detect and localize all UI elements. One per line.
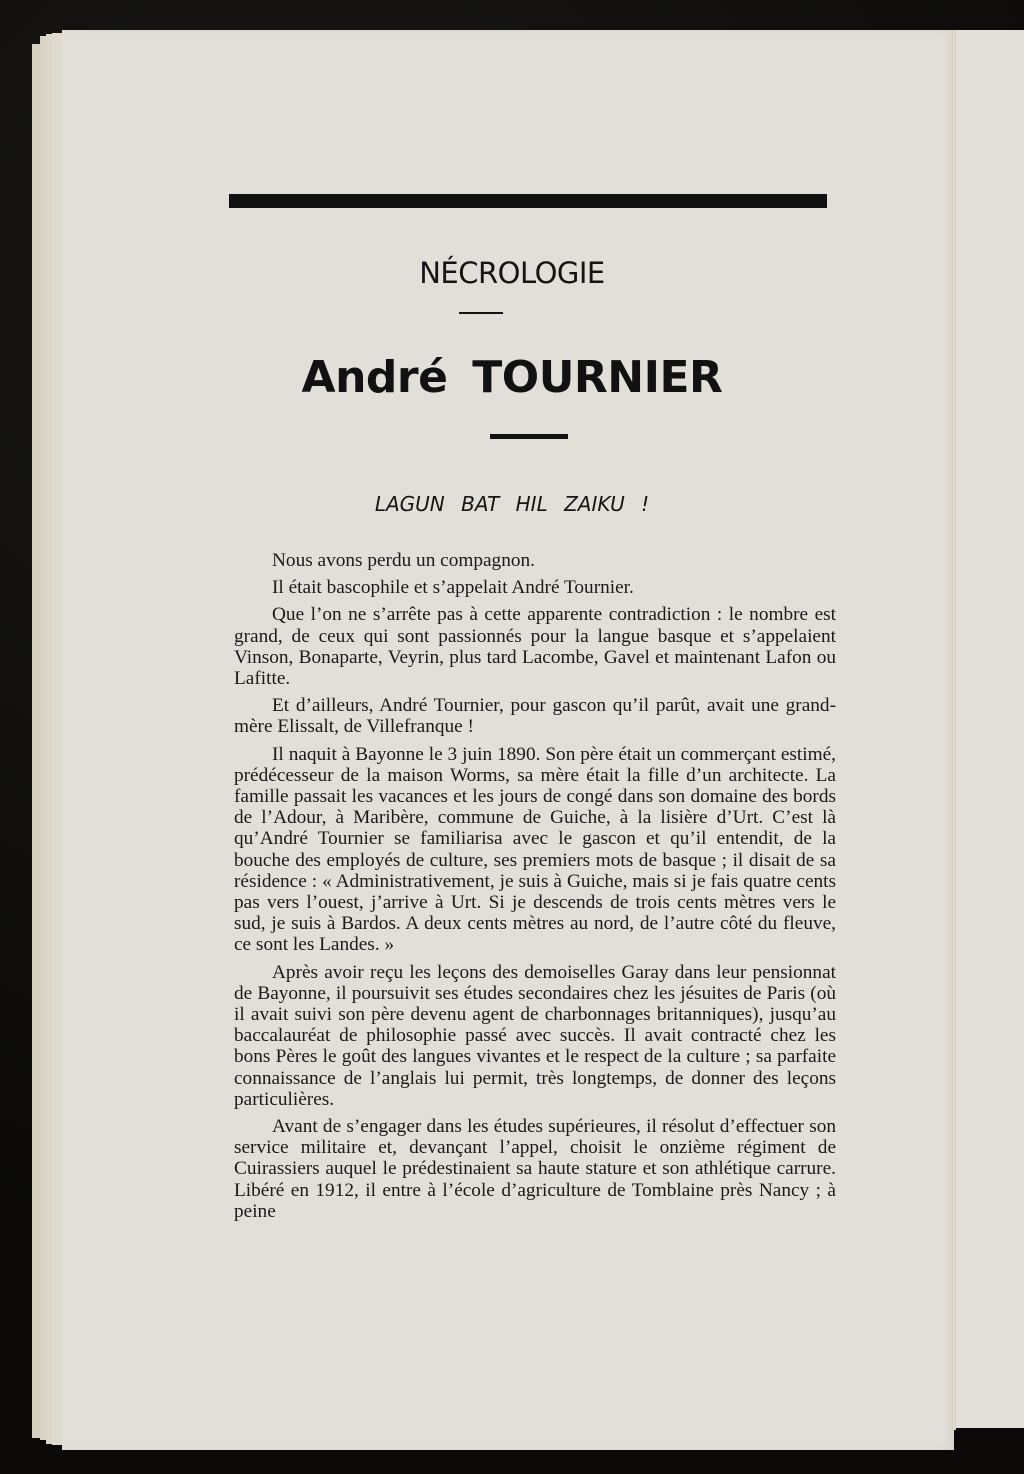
paragraph: Nous avons perdu un compagnon. — [272, 550, 535, 571]
header-rule — [229, 194, 827, 208]
article-body — [234, 550, 836, 1228]
section-title: NÉCROLOGIE — [419, 256, 605, 290]
subtitle: LAGUN BAT HIL ZAIKU ! — [374, 492, 650, 516]
paragraph: Après avoir reçu les leçons des demoiselles Garay dans leur pensionnat de Bayonne, il poursuivit ses études secondaires chez les jésuites de Paris (où il avait suivi son père devenu agent de charbonnages britanniques), jusqu’au baccalauréat de philosophie passé avec succès. Il avait contracté chez les bons Pères le goût des langues vivantes et le respect de la culture ; sa parfaite connaissance de l’anglais lui permit, très longtemps, de donner des leçons particulières. — [234, 961, 836, 1110]
facing-page-edge — [956, 30, 1024, 1428]
title-divider — [459, 312, 503, 314]
paragraph: Et d’ailleurs, André Tournier, pour gascon qu’il parût, avait une grand-mère Elissalt, de Villefranque ! — [234, 695, 836, 738]
paragraph: Avant de s’engager dans les études supérieures, il résolut d’effectuer son service militaire et, devançant l’appel, choisit le onzième régiment de Cuirassiers auquel le prédestinaient sa haute stature et son athlétique carrure. Libéré en 1912, il entre à l’école d’agriculture de Tomblaine près Nancy ; à peine — [234, 1116, 836, 1222]
paragraph: Que l’on ne s’arrête pas à cette apparente contradiction : le nombre est grand, de ceux qui sont passionnés pour la langue basque et s’appelaient Vinson, Bonaparte, Veyrin, plus tard Lacombe, Gavel et maintenant Lafon ou Lafitte. — [234, 604, 836, 690]
paragraph: Il était bascophile et s’appelait André Tournier. — [272, 577, 634, 599]
obituary-name: André TOURNIER — [301, 352, 723, 403]
paragraph: Il naquit à Bayonne le 3 juin 1890. Son père était un commerçant estimé, prédécesseur de la maison Worms, sa mère était la fille d’un architecte. La famille passait les vacances et les jours de congé dans son domaine des bords de l’Adour, à Maribère, commune de Guiche, à la lisière d’Urt. C’est là qu’André Tournier se familiarisa avec le gascon et qu’il entendit, de la bouche des employés de culture, ses premiers mots de basque ; il disait de sa résidence : « Administrativement, je suis à Guiche, mais si je fais quatre cents pas vers l’ouest, j’arrive à Urt. Si je descends de trois cents mètres vers le sud, je suis à Bardos. A deux cents mètres au nord, de l’autre côté du fleuve, ce sont les Landes. » — [234, 743, 836, 956]
name-divider — [490, 434, 568, 439]
